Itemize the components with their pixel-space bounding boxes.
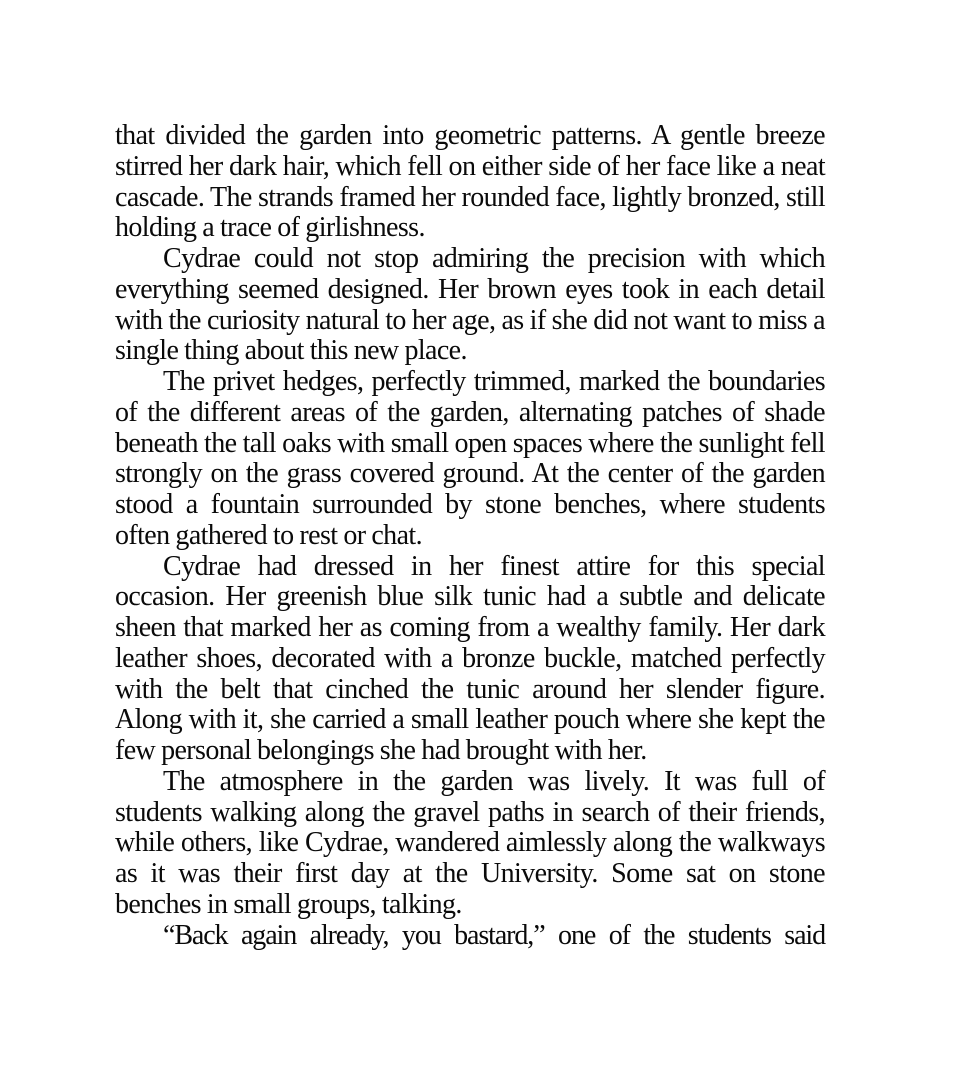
paragraph-dialogue-partial: “Back again already, you bastard,” one of the students said — [163, 919, 825, 951]
paragraph: The privet hedges, perfectly trimmed, marked the boundaries of the different areas of the garden, alternating patches of shade beneath the tall oaks with small open spaces where the sunlight fell strongly on the grass covered ground. At the center of the garden stood a fountain surrounded by stone benches, where students often gathered to rest or chat. — [115, 366, 825, 551]
paragraph: Cydrae could not stop admiring the precision with which everything seemed designed. Her brown eyes took in each detail with the curiosity natural to her age, as if she did not want to miss a single thing about this new place. — [115, 243, 825, 367]
page-text-block — [115, 121, 825, 951]
document-page — [115, 121, 825, 951]
paragraph-continuation: that divided the garden into geometric patterns. A gentle breeze stirred her dark hair, which fell on either side of her face like a neat cascade. The strands framed her rounded face, lightly bronzed, still holding a trace of girlishness. — [115, 120, 825, 244]
paragraph: The atmosphere in the garden was lively. It was full of students walking along the gravel paths in search of their friends, while others, like Cydrae, wandered aimlessly along the walkways as it was their first day at the University. Some sat on stone benches in small groups, talking. — [115, 765, 825, 920]
paragraph: Cydrae had dressed in her finest attire for this special occasion. Her greenish blue silk tunic had a subtle and delicate sheen that marked her as coming from a wealthy family. Her dark leather shoes, decorated with a bronze buckle, matched perfectly with the belt that cinched the tunic around her slender figure. Along with it, she carried a small leather pouch where she kept the few personal belongings she had brought with her. — [115, 550, 825, 766]
